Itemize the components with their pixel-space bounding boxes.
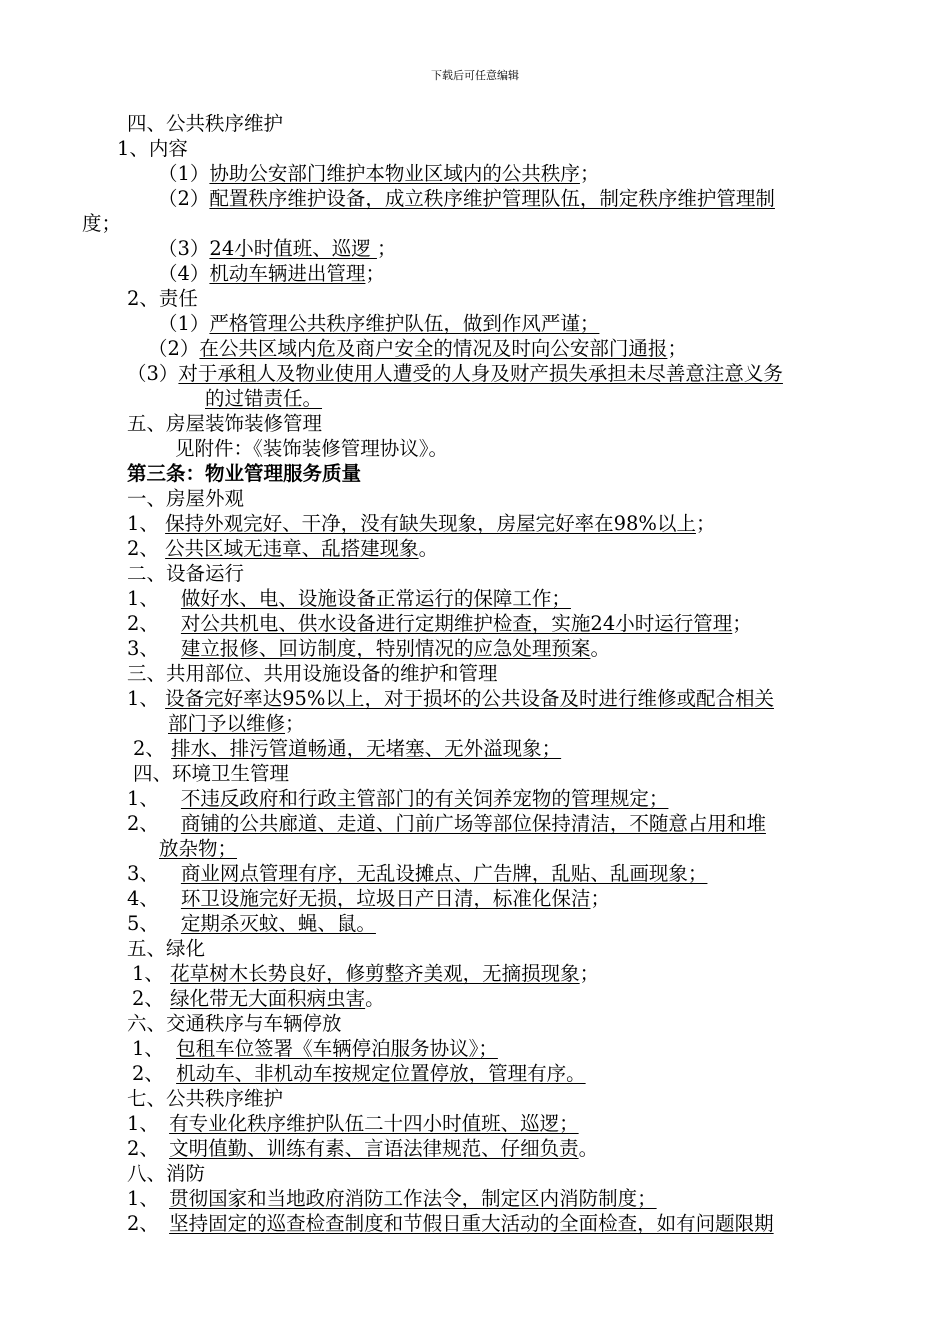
subsection-heading: 1、内容 [117,137,188,160]
list-item: 2、 对公共机电、供水设备进行定期维护检查，实施24小时运行管理； [127,612,752,635]
list-item: 1、 贯彻国家和当地政府消防工作法令，制定区内消防制度； [127,1187,657,1210]
list-item: 1、 包租车位签署《车辆停泊服务协议》； [132,1037,498,1060]
list-item: （1）协助公安部门维护本物业区域内的公共秩序； [158,162,600,185]
list-item: （4）机动车辆进出管理； [158,262,385,285]
list-item: （3）24小时值班、巡逻 ； [158,237,397,260]
list-item: 4、 环卫设施完好无损，垃圾日产日清，标准化保洁； [127,887,610,910]
list-item: 1、 不违反政府和行政主管部门的有关饲养宠物的管理规定； [127,787,669,810]
page-header: 下载后可任意编辑 [431,69,519,82]
list-item: （2）配置秩序维护设备，成立秩序维护管理队伍，制定秩序维护管理制 [158,187,775,210]
article-heading: 第三条：物业管理服务质量 [127,462,362,485]
section-heading: 六、交通秩序与车辆停放 [127,1012,342,1035]
section-heading: 七、公共秩序维护 [127,1087,284,1110]
list-item: 1、 有专业化秩序维护队伍二十四小时值班、巡逻； [127,1112,579,1135]
list-item: 2、 公共区域无违章、乱搭建现象。 [127,537,439,560]
section-heading: 二、设备运行 [127,562,245,585]
list-item: 1、 保持外观完好、干净，没有缺失现象，房屋完好率在98%以上； [127,512,716,535]
section-heading: 五、房屋装饰装修管理 [127,412,323,435]
list-item: 1、 做好水、电、设施设备正常运行的保障工作； [127,587,571,610]
list-item: 2、 文明值勤、训练有素、言语法律规范、仔细负责。 [127,1137,599,1160]
list-item: （3）对于承租人及物业使用人遭受的人身及财产损失承担未尽善意注意义务 [127,362,783,385]
list-item: 2、 排水、排污管道畅通，无堵塞、无外溢现象； [133,737,562,760]
list-item-continuation: 的过错责任。 [205,387,323,410]
list-item: 2、 机动车、非机动车按规定位置停放，管理有序。 [132,1062,586,1085]
list-item: 5、 定期杀灭蚊、蝇、鼠。 [127,912,376,935]
section-heading: 四、环境卫生管理 [133,762,290,785]
list-item: 3、 建立报修、回访制度，特别情况的应急处理预案。 [127,637,610,660]
section-heading: 一、房屋外观 [127,487,245,510]
section-heading: 三、共用部位、共用设施设备的维护和管理 [127,662,498,685]
list-item: 2、 绿化带无大面积病虫害。 [132,987,385,1010]
list-item: 3、 商业网点管理有序，无乱设摊点、广告牌，乱贴、乱画现象； [127,862,708,885]
list-item: 1、 花草树木长势良好，修剪整齐美观，无摘损现象； [132,962,600,985]
list-item-continuation: 部门予以维修； [168,712,305,735]
list-item-continuation: 放杂物； [159,837,238,860]
list-item: 2、 商铺的公共廊道、走道、门前广场等部位保持清洁，不随意占用和堆 [127,812,766,835]
list-item: （2）在公共区域内危及商户安全的情况及时向公安部门通报； [148,337,687,360]
list-item: 2、 坚持固定的巡查检查制度和节假日重大活动的全面检查，如有问题限期 [127,1212,774,1235]
section-heading: 五、绿化 [127,937,206,960]
section-heading: 四、公共秩序维护 [127,112,284,135]
attachment-note: 见附件：《装饰装修管理协议》。 [175,437,449,460]
list-item-continuation: 度； [82,212,122,235]
list-item: 1、 设备完好率达95%以上，对于损坏的公共设备及时进行维修或配合相关 [127,687,774,710]
list-item: （1）严格管理公共秩序维护队伍，做到作风严谨； [158,312,600,335]
section-heading: 八、消防 [127,1162,206,1185]
subsection-heading: 2、责任 [127,287,198,310]
